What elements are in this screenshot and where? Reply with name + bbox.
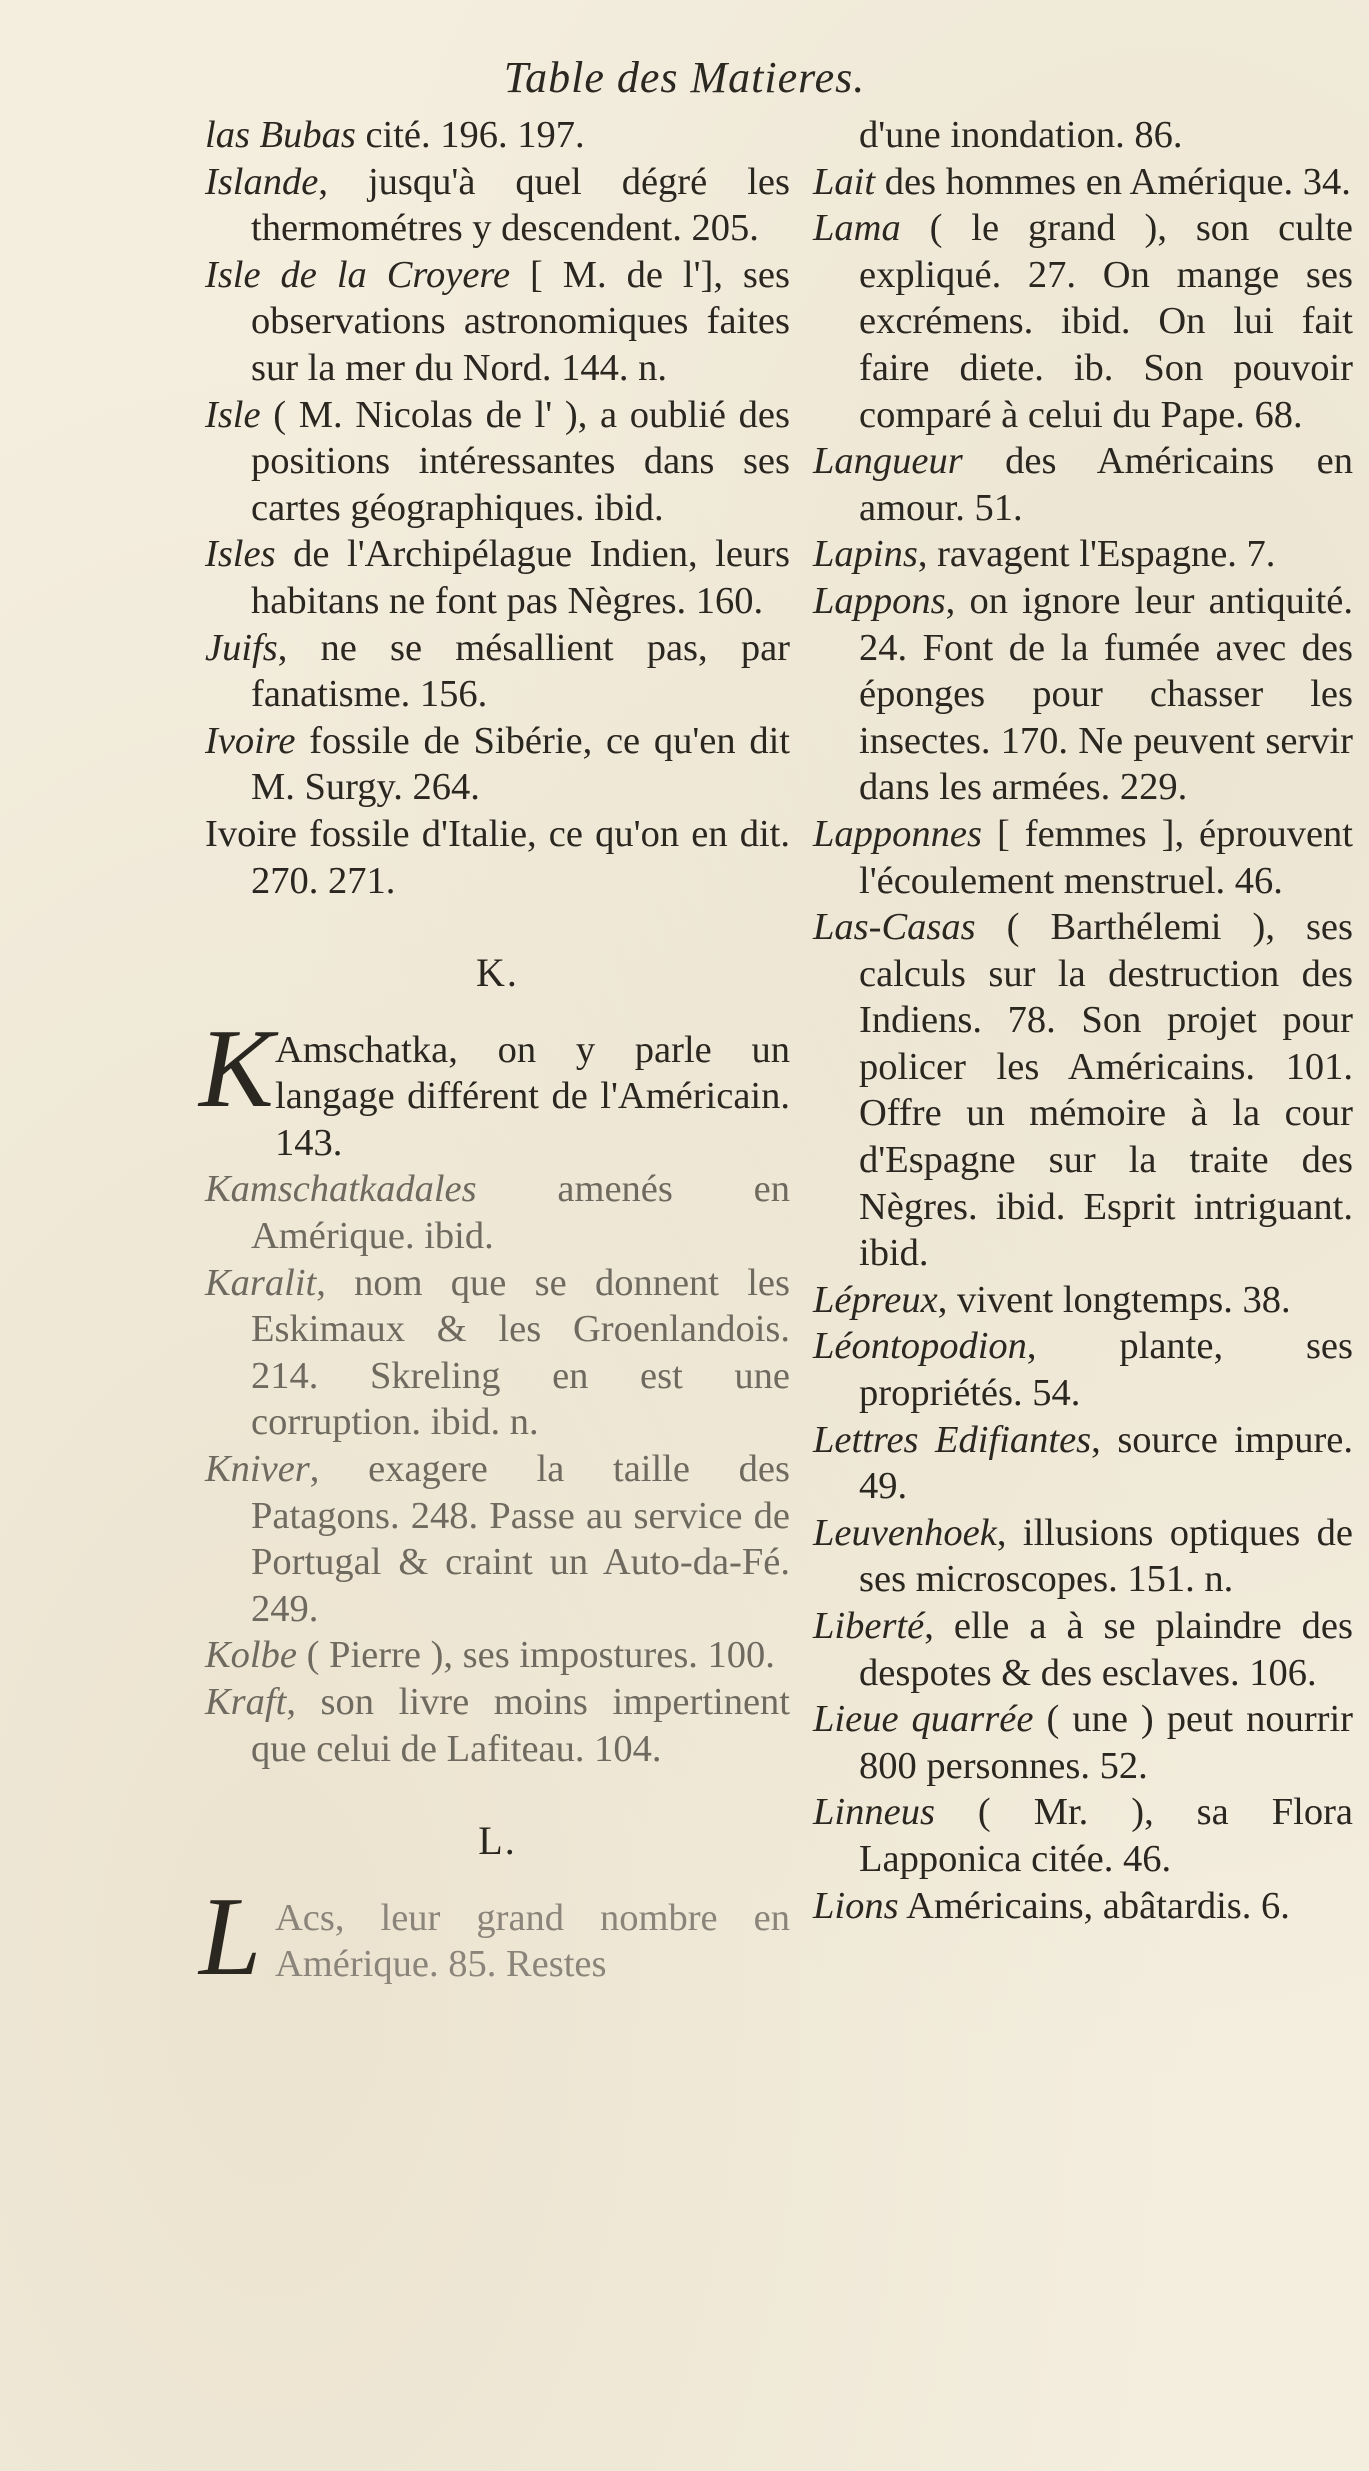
entry-text: , on y parle un langage différent de l'Américain. 143. xyxy=(275,1028,790,1164)
entry-headword: Kniver xyxy=(205,1448,310,1491)
index-entry-juifs xyxy=(205,625,790,718)
entry-headword: Isle de la Croyere xyxy=(205,253,511,296)
index-entry-kamschatkadales xyxy=(205,1166,790,1259)
entry-text: ( M. Nicolas de l' ), a oublié des positions intéressantes dans ses cartes géographiques. ibid. xyxy=(251,393,790,529)
entry-headword: Lépreux xyxy=(813,1278,938,1321)
index-entry-lions xyxy=(813,1883,1353,1930)
entry-text: , on ignore leur antiquité. 24. Font de la fumée avec des éponges pour chasser les insectes. 170. Ne peuvent servir dans les armées. 229. xyxy=(859,579,1353,809)
entry-text: , ravagent l'Espagne. 7. xyxy=(917,533,1276,576)
entry-text: ( le grand ), son culte expliqué. 27. On mange ses excrémens. ibid. On lui fait faire diete. ib. Son pouvoir comparé à celui du Pape. 68. xyxy=(859,207,1353,436)
entry-text: des Américains en amour. 51. xyxy=(859,440,1353,529)
index-entry-langueur xyxy=(813,438,1353,531)
entry-text: cité. 196. 197. xyxy=(355,114,585,156)
index-entry-isle-croyere xyxy=(205,252,790,392)
entry-text: de l'Archipélague Indien, leurs habitans ne font pas Nègres. 160. xyxy=(251,533,790,622)
entry-headword: Leuvenhoek xyxy=(813,1511,997,1554)
entry-text: ( Pierre ), ses impostures. 100. xyxy=(296,1634,775,1677)
index-entry-isle-nicolas xyxy=(205,392,790,532)
entry-text: , source impure. 49. xyxy=(859,1418,1353,1508)
index-entry-karalit xyxy=(205,1260,790,1446)
right-entries xyxy=(813,112,1353,1929)
index-entry-leontopodion xyxy=(813,1323,1353,1416)
running-head: Table des Matieres. xyxy=(503,53,866,102)
entry-text: , plante, ses propriétés. 54. xyxy=(859,1325,1353,1415)
index-entry-las-casas xyxy=(813,904,1353,1277)
entry-text: , nom que se donnent les Eskimaux & les Groenlandois. 214. Skreling en est une corruption. ibid. n. xyxy=(251,1261,790,1444)
entry-headword: Juifs xyxy=(205,626,278,669)
dropcap-l: L xyxy=(199,1874,262,1999)
entry-text: , elle a à se plaindre des despotes & des esclaves. 106. xyxy=(859,1605,1353,1694)
section-letter-k: K. xyxy=(476,950,519,996)
entry-headword: Lapins xyxy=(813,533,918,576)
entry-headword: Lieue quarrée xyxy=(813,1698,1034,1741)
entry-text: Ivoire fossile d'Italie, ce qu'on en dit. 270. 271. xyxy=(205,812,790,902)
entry-headword: Langueur xyxy=(813,440,963,483)
entry-lacs xyxy=(199,1874,790,1999)
dropcap-k: K xyxy=(199,1006,274,1131)
entry-headword: Lama xyxy=(813,207,901,250)
entry-headword: Lappons xyxy=(813,579,946,622)
index-entry-lappons xyxy=(813,578,1353,811)
entry-headword: Lapponnes xyxy=(813,812,982,855)
entry-headword: Karalit xyxy=(205,1261,317,1304)
entry-headword: Isle xyxy=(205,393,261,436)
entry-text: [ M. de l'], ses observations astronomiques faites sur la mer du Nord. 144. n. xyxy=(251,253,790,389)
index-entry-linneus xyxy=(813,1789,1353,1882)
index-entry-leuvenhoek xyxy=(813,1510,1353,1603)
index-entry-lieue xyxy=(813,1696,1353,1789)
entry-headword: las Bubas xyxy=(205,114,356,156)
entry-text: , son livre moins impertinent que celui de Lafiteau. 104. xyxy=(251,1681,790,1770)
left-column xyxy=(199,112,790,1999)
entry-headword: Amschatka xyxy=(275,1028,449,1071)
entry-headword: Lions xyxy=(813,1884,899,1927)
entry-text: des hommes en Amérique. 34. xyxy=(875,160,1351,203)
entry-text: , vivent longtemps. 38. xyxy=(937,1278,1291,1321)
entry-headword: Kamschatkadales xyxy=(205,1168,477,1211)
entry-headword: Linneus xyxy=(813,1791,935,1834)
entry-text: , exagere la taille des Patagons. 248. Passe au service de Portugal & craint un Auto-da-Fé. 249. xyxy=(251,1448,790,1630)
entry-text: , ne se mésallient pas, par fanatisme. 156. xyxy=(251,626,790,716)
index-entry-islande xyxy=(205,159,790,252)
left-entries xyxy=(205,112,790,904)
entry-text: d'une inondation. 86. xyxy=(859,114,1183,156)
entry-text: , leur grand nombre en Amérique. 85. Restes xyxy=(275,1896,790,1986)
entry-headword: Acs xyxy=(275,1896,335,1939)
index-entry-kolbe xyxy=(205,1632,790,1679)
entry-text: , jusqu'à quel dégré les thermométres y descendent. 205. xyxy=(251,160,790,250)
entry-headword: Liberté xyxy=(813,1605,925,1647)
index-entry-inondation-cont xyxy=(813,112,1353,159)
entry-headword: Las-Casas xyxy=(813,906,976,949)
index-entry-lettres xyxy=(813,1417,1353,1510)
entry-text: ( Barthélemi ), ses calculs sur la destruction des Indiens. 78. Son projet pour policer les Américains. 101. Offre un mémoire à la cour d'Espagne sur la traite des Nègres. ibid. Esprit intriguant. ibid. xyxy=(859,906,1353,1275)
entry-text: [ femmes ], éprouvent l'écoulement menstruel. 46. xyxy=(859,812,1353,902)
entry-kamschatka xyxy=(199,1006,790,1167)
entry-headword: Léontopodion xyxy=(813,1325,1027,1368)
entry-text: ( Mr. ), sa Flora Lapponica citée. 46. xyxy=(859,1791,1353,1880)
entry-headword: Isles xyxy=(205,533,276,576)
index-entry-lapponnes xyxy=(813,811,1353,904)
entry-headword: Kolbe xyxy=(205,1634,297,1677)
entry-headword: Islande xyxy=(205,160,319,203)
left-entries-k xyxy=(205,1166,790,1772)
index-entry-lepreux xyxy=(813,1277,1353,1324)
index-entry-lapins xyxy=(813,531,1353,578)
index-entry-lait xyxy=(813,159,1353,206)
index-entry-las-bubas xyxy=(205,112,790,159)
entry-headword: Ivoire xyxy=(205,719,296,762)
entry-headword: Kraft xyxy=(205,1681,287,1723)
index-entry-ivoire-italie xyxy=(205,811,790,904)
section-letter-l: L. xyxy=(478,1818,517,1864)
entry-headword: Lait xyxy=(813,160,876,203)
entry-text: , illusions optiques de ses microscopes. 151. n. xyxy=(859,1511,1353,1601)
entry-text: amenés en Amérique. ibid. xyxy=(251,1168,790,1258)
index-entry-kniver xyxy=(205,1446,790,1632)
index-entry-liberte xyxy=(813,1603,1353,1696)
entry-text: ( une ) peut nourrir 800 personnes. 52. xyxy=(859,1698,1353,1787)
entry-text: Américains, abâtardis. 6. xyxy=(898,1884,1290,1927)
entry-headword: Lettres Edifiantes xyxy=(813,1418,1092,1461)
right-column xyxy=(813,112,1353,1929)
index-entry-isles xyxy=(205,531,790,624)
index-entry-kraft xyxy=(205,1679,790,1772)
index-entry-lama xyxy=(813,205,1353,438)
entry-text: fossile de Sibérie, ce qu'en dit M. Surgy. 264. xyxy=(251,719,790,809)
index-entry-ivoire-siberie xyxy=(205,718,790,811)
